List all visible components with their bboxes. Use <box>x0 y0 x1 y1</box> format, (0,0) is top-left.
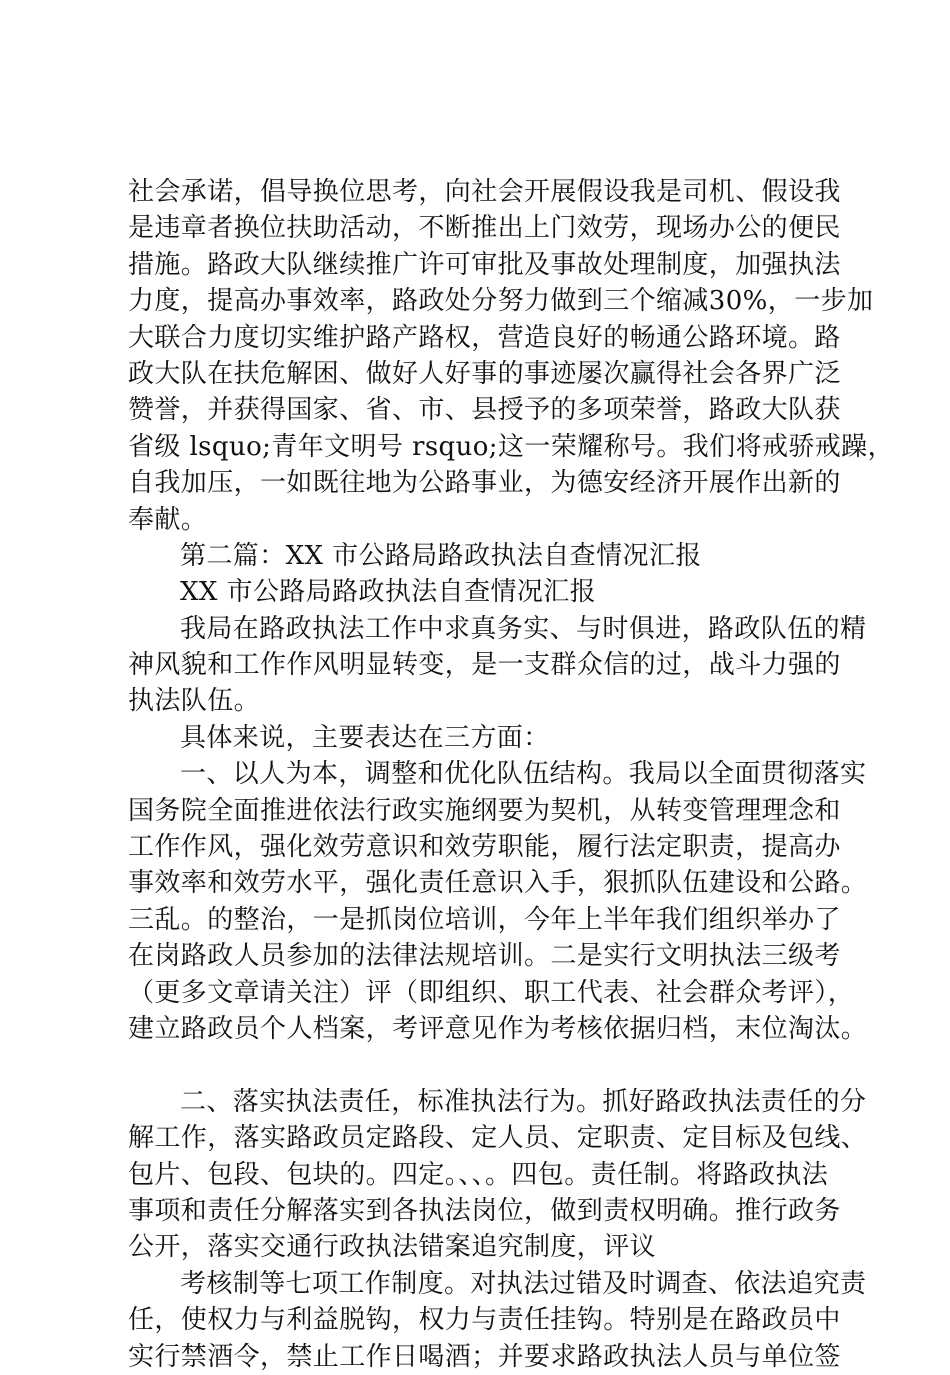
text-line: 我局在路政执法工作中求真务实、与时俱进，路政队伍的精 <box>180 613 867 644</box>
text-line: 自我加压，一如既往地为公路事业，为德安经济开展作出新的 <box>128 468 841 499</box>
text-line: 赞誉，并获得国家、省、市、县授予的多项荣誉，路政大队获 <box>128 395 841 426</box>
text-line: 一、以人为本，调整和优化队伍结构。我局以全面贯彻落实 <box>180 759 867 790</box>
text-line: 包片、包段、包块的。四定。、、。四包。责任制。将路政执法 <box>128 1159 829 1190</box>
text-line: 工作作风，强化效劳意识和效劳职能，履行法定职责，提高办 <box>128 832 841 863</box>
text-line: 事效率和效劳水平，强化责任意识入手，狠抓队伍建设和公路。 <box>128 868 868 899</box>
text-line: 任，使权力与利益脱钩，权力与责任挂钩。特别是在路政员中 <box>128 1305 841 1336</box>
document-title: XX 市公路局路政执法自查情况汇报 <box>180 577 597 608</box>
text-line: 奉献。 <box>128 504 208 535</box>
text-line: 社会承诺，倡导换位思考，向社会开展假设我是司机、假设我 <box>128 177 841 207</box>
text-line: 力度，提高办事效率，路政处分努力做到三个缩减30%，一步加 <box>128 286 874 317</box>
text-line: 实行禁酒令，禁止工作日喝酒；并要求路政执法人员与单位签 <box>128 1341 841 1372</box>
text-line: 省级 lsquo;青年文明号 rsquo;这一荣耀称号。我们将戒骄戒躁， <box>128 431 894 462</box>
section-heading: 第二篇：XX 市公路局路政执法自查情况汇报 <box>180 540 702 571</box>
text-line: 神风貌和工作作风明显转变，是一支群众信的过，战斗力强的 <box>128 650 841 681</box>
text-line: 在岗路政人员参加的法律法规培训。二是实行文明执法三级考 <box>128 941 841 972</box>
text-line: 考核制等七项工作制度。对执法过错及时调查、依法追究责 <box>180 1268 867 1299</box>
text-line: 事项和责任分解落实到各执法岗位，做到责权明确。推行政务 <box>128 1195 841 1226</box>
text-line: 建立路政员个人档案，考评意见作为考核依据归档，末位淘汰。 <box>128 1013 868 1044</box>
paragraph-gap <box>128 1047 838 1083</box>
text-line: 措施。路政大队继续推广许可审批及事故处理制度，加强执法 <box>128 249 841 280</box>
text-line: 公开，落实交通行政执法错案追究制度，评议 <box>128 1232 657 1263</box>
document-body <box>128 174 894 1375</box>
text-line: 执法队伍。 <box>128 686 261 717</box>
text-line: 具体来说，主要表达在三方面： <box>180 722 550 753</box>
text-line: 三乱。的整治，一是抓岗位培训，今年上半年我们组织举办了 <box>128 904 841 935</box>
text-line: 是违章者换位扶助活动，不断推出上门效劳，现场办公的便民 <box>128 213 841 244</box>
text-line: （更多文章请关注）评（即组织、职工代表、社会群众考评）， <box>128 977 855 1008</box>
text-line: 二、落实执法责任，标准执法行为。抓好路政执法责任的分 <box>180 1086 867 1117</box>
text-line: 解工作，落实路政员定路段、定人员、定职责、定目标及包线、 <box>128 1123 868 1154</box>
text-line: 大联合力度切实维护路产路权，营造良好的畅通公路环境。路 <box>128 322 841 353</box>
text-line: 国务院全面推进依法行政实施纲要为契机，从转变管理理念和 <box>128 795 841 826</box>
text-line: 政大队在扶危解困、做好人好事的事迹屡次赢得社会各界广泛 <box>128 358 841 389</box>
